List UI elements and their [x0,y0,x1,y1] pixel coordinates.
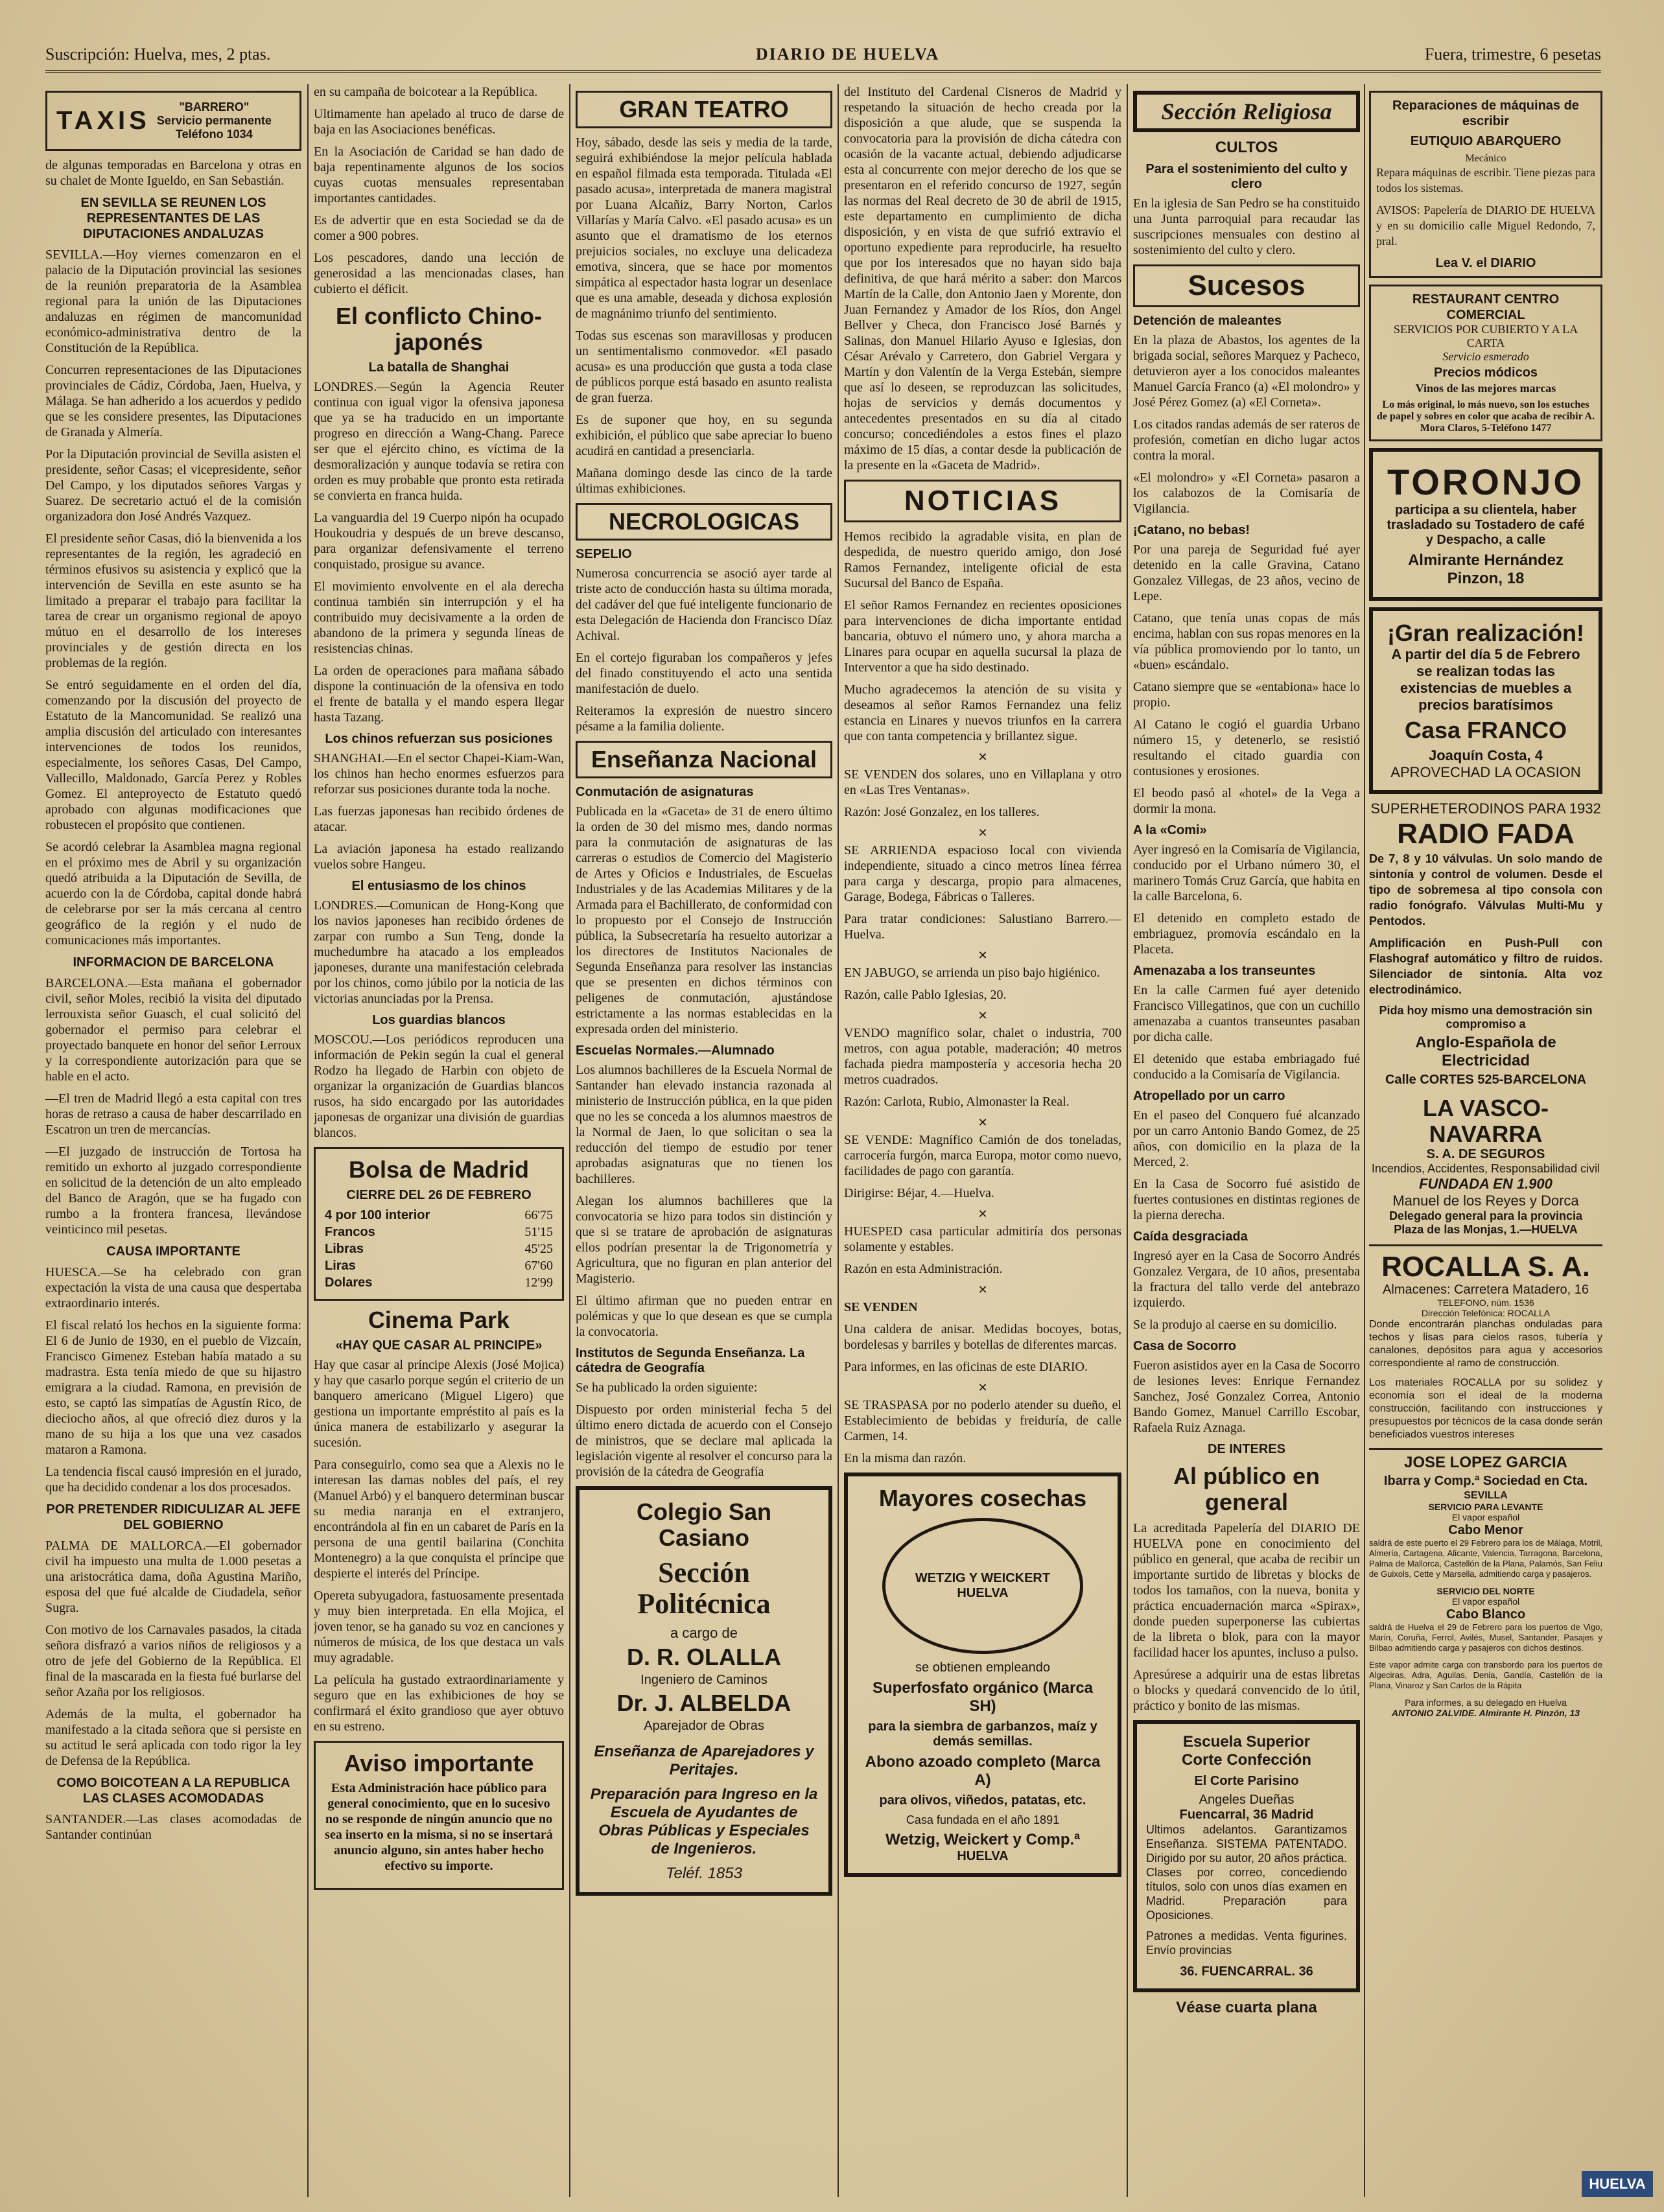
classified-ad: SE VENDE: Magnífico Camión de dos toneladas, carrocería furgón, marca Europa, motor como nuevo, facilidades de pago con garantía. [844,1133,1121,1178]
newspaper-title: DIARIO DE HUELVA [755,45,940,64]
article-text: SANTANDER.—Las clases acomodadas de Santander continúan [45,1812,301,1842]
ad-text: ANTONIO ZALVIDE. Almirante H. Pinzón, 13 [1391,1708,1580,1718]
article-headline: COMO BOICOTEAN A LA REPUBLICA LAS CLASES ACOMODADAS [56,1776,290,1806]
article-text: Los pescadores, dando una lección de generosidad a las mencionadas clases, han cubierto el déficit. [314,251,564,296]
ad-text: Fuencarral, 36 Madrid [1179,1808,1314,1822]
ad-text: Delegado general para la provincia [1389,1209,1583,1222]
subscription-outside: Fuera, trimestre, 6 pesetas [1424,45,1601,64]
article-text: Los alumnos bachilleres de la Escuela Normal de Santander han elevado instancia razonada al ministerio de Instrucción pública, en la que piden que no les se conceda a los alumnos maestros de la Normal de Jaen, lo que solicitan o sea la reducción del tiempo de estudio por tener aprobadas asignaturas que no tienen los bachilleres. [576,1063,832,1186]
article-headline: EN SEVILLA SE REUNEN LOS REPRESENTANTES DE LAS DIPUTACIONES ANDALUZAS [80,196,266,241]
classified-ad: Razón, calle Pablo Iglesias, 20. [844,988,1007,1002]
column-2 [314,84,564,2197]
ad-title: Reparaciones de máquinas de escribir [1392,99,1579,128]
article-text: SHANGHAI.—En el sector Chapei-Kiam-Wan, los chinos han hecho enormes esfuerzos para reforzar sus posiciones durante toda la noche. [314,751,564,797]
article-text: BARCELONA.—Esta mañana el gobernador civil, señor Moles, recibió la visita del diputado lerrouxista señor Guasch, el cual solicitó del gobernador el permiso para celebrar el proyectado banquete en honor del señor Lerroux y la correspondiente autorización para que se hable en el acto. [45,976,301,1084]
classified-ad: Para informes, en las oficinas de este DIARIO. [844,1360,1088,1374]
ad-text: Vinos de las mejores marcas [1415,382,1556,395]
article-text: —El juzgado de instrucción de Tortosa ha remitido un exhorto al juzgado correspondiente en solicitud de la detención de un alto empleado del Banco de Aragón, que se ha fugado con rumbo a la frontera francesa, llevándose veinticinco mil pesetas. [45,1145,301,1237]
column-rule [569,84,570,2197]
article-headline: Enseñanza Nacional [591,746,817,773]
bolsa-box [314,1147,564,1301]
article-text: La aviación japonesa ha estado realizando vuelos sobre Hangeu. [314,842,564,872]
article-text: El último afirman que no pueden entrar en polémicas y que lo que desean es que se cumpla la convocatoria. [576,1294,832,1339]
article-text: Con motivo de los Carnavales pasados, la citada señora disfrazó a varios niños de religiosos y a otro de jefe del Gobierno de la República. El final de la mascarada en la fiesta fué burlarse del señor Azaña por los religiosos. [45,1623,301,1699]
toronjo-ad [1369,448,1602,601]
article-subhead: El entusiasmo de los chinos [351,879,526,893]
article-text: Ingresó ayer en la Casa de Socorro Andrés Gonzalez Vergara, de 10 años, presentaba la fractura del tallo verde del antebrazo izquierdo. [1133,1249,1360,1310]
classified-ad: SE VENDEN dos solares, uno en Villaplana y otro en «Las Tres Ventanas». [844,767,1121,797]
article-subhead: «HAY QUE CASAR AL PRINCIPE» [335,1338,543,1353]
classified-ad: HUESPED casa particular admitiría dos personas solamente y estables. [844,1224,1121,1254]
article-text: Todas sus escenas son maravillosas y producen un sentimentalismo conmovedor. «El pasado acusa» es una producción que gusta a toda clase de públicos porque está basado en asunto realista de gran fuerza. [576,329,832,405]
ad-text: 36. FUENCARRAL. 36 [1180,1964,1313,1979]
ad-name: Casa FRANCO [1404,717,1567,743]
article-text: Es de suponer que hoy, en su segunda exhibición, el público que sabe apreciar lo bueno acudirá en cantidad a presenciarla. [576,413,832,458]
article-text: Las fuerzas japonesas han recibido órdenes de atacar. [314,804,564,834]
article-text: En la iglesia de San Pedro se ha constituido una Junta parroquial para recaudar las suscripciones mensuales con destino al sostenimiento del culto y clero. [1133,196,1360,257]
ad-title: RADIO FADA [1397,818,1575,850]
ad-text: Almacenes: Carretera Matadero, 16 [1383,1283,1589,1297]
ad-text: para la siembra de garbanzos, maíz y demás semillas. [868,1719,1097,1749]
article-headline: GRAN TEATRO [619,96,789,122]
article-text: La película ha gustado extraordinariamente y seguro que en las exhibiciones de hoy se confirmará el éxito grandioso que ayer obtuvo en su estreno. [314,1673,564,1734]
ad-text: El vapor español [1451,1512,1520,1522]
religiosa-box [1133,91,1360,132]
article-text: Dispuesto por orden ministerial fecha 5 del último enero dictada de acuerdo con el Consejo de ministros, que se declare mal aplicada la legislación vigente al resolver el concurso para la provisión de la cátedra de Geografía [576,1403,832,1479]
see-page-four: Véase cuarta plana [1176,1999,1317,2016]
ad-text: FUNDADA EN 1.900 [1419,1176,1553,1192]
ad-text: Servicio esmerado [1442,350,1529,363]
column-rule [307,84,309,2197]
article-text: Por la Diputación provincial de Sevilla asisten el presidente, señor Casas; el vicepresidente, señor Del Campo, y los diputados señores Vargas y Suarez. De secretario actuó el de la comisión organizadora don José Andrés Vazquez. [45,447,301,524]
bolsa-row: Liras 67'60 [325,1259,553,1273]
article-text: Se la produjo al caerse en su domicilio. [1133,1318,1337,1332]
ad-text: Mecánico [1465,153,1506,164]
article-headline: Cinema Park [368,1307,510,1333]
classified-ad: Para tratar condiciones: Salustiano Barrero.—Huelva. [844,912,1121,942]
column-5 [1133,84,1360,2197]
article-text: LONDRES.—Comunican de Hong-Kong que los navios japoneses han recibido órdenes de zarpar con rumbo a Sun Teng, donde la muchedumbre ha atacado a los empleados japoneses, durante una manifestación celebrada por los chinos, como júbilo por la noticia de las victorias anunciadas por la Prensa. [314,898,564,1006]
necro-title-box [576,503,832,541]
article-text: La tendencia fiscal causó impresión en el jurado, que ha decidido condenar a los dos procesados. [45,1465,301,1495]
ad-title: TORONJO [1387,461,1584,502]
article-text: La orden de operaciones para mañana sábado dispone la continuación de la ofensiva en todo el frente de batalla y el mando espera llegar hasta Tazang. [314,664,564,725]
ad-text: AVISOS: Papelería de DIARIO DE HUELVA y en su domicilio calle Miguel Redondo, 7, pral. [1376,204,1595,248]
article-subhead: Caída desgraciada [1133,1229,1248,1244]
radio-fada-ad [1369,800,1602,1088]
article-text: Se acordó celebrar la Asamblea magna regional en el próximo mes de Abril y su organización quedó atribuida a la Diputación de Sevilla, de acuerdo con la de Córdoba, capital donde habrá de celebrarse por ser la más cercana al centro geográfico de la región y el nudo de comunicaciones más importantes. [45,840,301,948]
article-text: PALMA DE MALLORCA.—El gobernador civil ha impuesto una multa de 1.000 pesetas a una aristocrática dama, doña Agustina Mariño, esposa del que fué alcalde de Ciudadela, señor Sugra. [45,1539,301,1615]
ad-text: Aparejador de Obras [644,1719,764,1733]
bolsa-row: Libras 45'25 [325,1242,553,1256]
article-text: El fiscal relató los hechos en la siguiente forma: El 6 de Junio de 1930, en el pueblo de Vizcaín, Francisco Gimenez Esteban había matado a su madrastra. Esta tenía miedo de que su hijastro emigrara a la ciudad. Ramona, en previsión de esto, se captó las simpatías de Agustín Rico, de dieciocho años, al que ofreció diez duros y la mano de su hija a los que una vez casados mataron a Ramona. [45,1318,301,1457]
article-text: Se ha publicado la orden siguiente: [576,1380,758,1395]
ad-text: Lo más original, lo más nuevo, son los estuches de papel y sobres en color que acaba de recibir A. Mora Claros, 5-Teléfono 1477 [1376,399,1595,434]
ad-text: SEVILLA [1464,1490,1508,1501]
article-headline: El conflicto Chino-japonés [336,303,542,355]
article-text: En la calle Carmen fué ayer detenido Francisco Villegatinos, que con un cuchillo amenazaba a cuantos transeuntes pasaban por dicha calle. [1133,983,1360,1044]
ad-text: Amplificación en Push-Pull con Flashograf automático y filtro de ruidos. Silenciador de sintonía. Alta voz electrodinámico. [1369,937,1602,996]
article-text: Mucho agradecemos la atención de su visita y deseamos al señor Ramos Fernandez una feliz estancia en Linares y nuevos triunfos en la carrera que con tanta competencia y brillantez sigue. [844,682,1121,743]
bolsa-row: 4 por 100 interior 66'75 [325,1208,553,1222]
article-text: Hoy, sábado, desde las seis y media de la tarde, seguirá exhibiéndose la mejor película hablada en español filmada esta temporada. Titulada «El pasado acusa», interpretada de manera magistral por Luana Alcañiz, Barry Norton, Carlos Villarías y María Calvo. «El pasado acusa» es un asunto que el dramatismo de los eternos prejuicios sociales, no excluye una delicadeza emotiva, sincera, que se hace por momentos simpática al espectador hasta lograr un desenlace que es una amable, deseada y dichosa explosión de magnánimo triunfo del sentimiento. [576,135,832,321]
ad-text: Casa fundada en el año 1891 [906,1813,1060,1826]
article-subhead: Escuelas Normales.—Alumnado [576,1043,775,1058]
ad-text: Almirante Hernández Pinzon, 18 [1407,552,1564,587]
ad-text: TELEFONO, núm. 1536 [1437,1298,1534,1308]
article-text: El presidente señor Casas, dió la bienvenida a los representantes de la región, les agradeció en términos efusivos su asistencia y explicó que la intervención de Sevilla en este asunto se ha limitado a preparar el trabajo para facilitar la tarea de crear un organismo regional de apoyo mútuo en el desarrollo de los intereses provinciales y de gestión directa en los problemas de la región. [45,531,301,670]
ad-text: Ultimos adelantos. Garantizamos Enseñanza. SISTEMA PATENTADO. Dirigido por su autor, 20 años práctica. Clases por correo, concediendo títulos, solo con unos días examen en Madrid. Preparación para Oposiciones. [1146,1823,1347,1922]
article-text: del Instituto del Cardenal Cisneros de Madrid y respetando la situación de hecho creada por la disposición a que alude, que se suspenda la convocatoria para la provisión de dicha cátedra con ocasión de la vacante actual, debiendo adjudicarse esta al concurrente con mejor derecho de los que se presentaron en el referido concurso de 1927, según las normas del Real decreto de 30 de abril de 1915, este departamento en cumplimiento de dicha disposición, y en vista de que sufrió extravío el oportuno expediente para reproducirle, ha resuelto que por los interesados que no hayan sido baja definitiva, de que hará mérito a saber: don Marcos Martín de la Calle, don Antonio Jaen y Morente, don Juan Fernandez y Amador de los Ríos, don Angel Bellver y Checa, don Francisco José Barnés y Salinas, don Manuel Hilario Ayuso e Iglesias, don César Arévalo y Carretero, don Gabriel Vergara y Martín y don Valentín de la Verga Estebán, siempre que así lo deseen, se reproduzcan las solicitudes, hojas de servicios y demás documentos y antecedentes presentados en su día al citado concurso; concediéndoles a estos fines el plazo máximo de 15 días, a contar desde la publicación de la presente en la «Gaceta de Madrid». [844,85,1121,472]
classified-ad: Dirigirse: Béjar, 4.—Huelva. [844,1186,994,1200]
article-text: En la plaza de Abastos, los agentes de la brigada social, señores Marquez y Pacheco, detuvieron ayer a los conocidos maleantes Manuel García Franco (a) «El molondro» y José Pérez Gomez (a) «El Corneta». [1133,333,1360,410]
ad-text: Dirección Telefónica: ROCALLA [1421,1308,1551,1318]
ad-text: Este vapor admite carga con transbordo para los puertos de Algeciras, Adra, Aguilas, Denia, Gandía, Castellón de la Plana, Vinaroz y San Carlos de la Rápita [1369,1660,1602,1690]
ad-text: Preparación para Ingreso en la Escuela de Ayudantes de Obras Públicas y Especiales de Ingenieros. [590,1786,818,1857]
article-text: En el cortejo figuraban los compañeros y jefes del finado constituyendo el acto una sentida manifestación de duelo. [576,651,832,696]
article-text: En la Casa de Socorro fué asistido de fuertes contusiones en distintas regiones de la pierna derecha. [1133,1177,1360,1222]
aviso-box [314,1741,564,1890]
ense-title-box [576,741,832,778]
article-text: «El molondro» y «El Corneta» pasaron a los calabozos de la Comisaría de Vigilancia. [1133,471,1360,516]
article-headline: NOTICIAS [904,485,1062,517]
article-text: Es de advertir que en esta Sociedad se da de comer a 900 pobres. [314,213,564,243]
ad-text: Lea V. el DIARIO [1435,256,1536,270]
separator: ✕ [978,1207,988,1220]
column-6 [1369,84,1602,2197]
ad-text: Patrones a medidas. Venta figurines. Envío provincias [1146,1929,1347,1957]
ad-text: Ingeniero de Caminos [640,1673,768,1687]
ad-name: D. R. OLALLA [627,1644,781,1670]
classified-ad: SE VENDEN [844,1300,918,1314]
ad-subtitle: Sección Politécnica [637,1557,771,1620]
article-text: Además de la multa, el gobernador ha manifestado a la citada señora que si persiste en su actitud le será aplicada con todo rigor la ley de Defensa de la República. [45,1707,301,1768]
ad-title: ROCALLA S. A. [1381,1251,1590,1283]
franco-ad [1369,607,1602,794]
taxis-ad [45,91,301,151]
ad-text: saldrá de Huelva el 29 de Febrero para los puertos de Vigo, Marín, Coruña, Ferrol, Avilés, Musel, Santander, Pasajes y Bilbao admitiendo carga y pasajeros con dichos destinos. [1369,1622,1602,1653]
classified-ad: Razón: Carlota, Rubio, Almonaster la Real. [844,1095,1070,1109]
separator: ✕ [978,1381,988,1394]
noticias-title-box [844,480,1121,522]
vasco-navarra-ad [1369,1095,1602,1237]
classified-ad: VENDO magnífico solar, chalet o industria, 700 metros, con agua potable, maderación; 40 metros fachada piedra mampostería y accesoria hecha 20 metros cuadrados. [844,1026,1121,1087]
article-text: Para conseguirlo, como sea que a Alexis no le interesan las damas nobles del país, el rey (Manuel Arbó) y el banquero determinan buscar su media naranja en el extranjero, encontrándola al fin en un cabaret de París en la persona de una gentil bailarina (Conchita Montenegro) a la que conquista el príncipe que despierte el interés del Príncipe. [314,1458,564,1581]
ad-text: Enseñanza de Aparejadores y Peritajes. [594,1743,814,1778]
ad-text: Joaquín Costa, 4 [1428,747,1543,763]
ad-name: EUTIQUIO ABARQUERO [1410,134,1562,148]
taxis-title: TAXIS [56,106,150,135]
ad-text: Teléf. 1853 [666,1865,742,1882]
ad-text: SERVICIOS POR CUBIERTO Y A LA CARTA [1393,323,1578,349]
article-headline: POR PRETENDER RIDICULIZAR AL JEFE DEL GOBIERNO [46,1502,301,1532]
masthead [45,39,1601,73]
classified-ad: SE TRASPASA por no poderlo atender su dueño, el Establecimiento de bebidas y freiduría, de calle Carmen, 14. [844,1398,1121,1443]
ad-text: Repara máquinas de escribir. Tiene piezas para todos los sistemas. [1376,166,1595,194]
taxis-service: Servicio permanente [156,114,272,127]
taxis-phone: Teléfono 1034 [176,128,253,141]
article-subhead: Amenazaba a los transeuntes [1133,964,1316,978]
article-headline: Sucesos [1188,270,1306,301]
wetzig-logo: WETZIG Y WEICKERT HUELVA [882,1518,1083,1654]
article-subhead: Detención de maleantes [1133,314,1282,328]
ad-text: El vapor español [1451,1596,1520,1607]
article-text: Catano, que tenía unas copas de más encima, hablan con sus ropas menores en la vía pública promoviendo por lo tanto, un «buen» escándalo. [1133,611,1360,672]
column-rule [1364,84,1365,2197]
classified-ad: SE ARRIENDA espacioso local con vivienda independiente, situado a cinco metros línea férrea para carga y descarga, propio para almacenes, Garage, Bodega, Fábricas o Talleres. [844,843,1121,904]
article-text: En la Asociación de Caridad se han dado de baja repentinamente algunos de los socios cuyas cuotas mensuales representaban importantes cantidades. [314,145,564,205]
article-text: Numerosa concurrencia se asoció ayer tarde al triste acto de conducción hasta su última morada, del cadáver del que fué inteligente funcionario de esta Delegación de Hacienda don Francisco Díaz Achival. [576,566,832,643]
article-text: El movimiento envolvente en el ala derecha continua también sin interrupción y el ha contribuido muy decisivamente a la orden de abandono de la primera y segunda líneas de resistencias chinas. [314,579,564,656]
ad-name: Dr. J. ALBELDA [616,1690,791,1716]
column-4 [844,84,1121,2197]
article-text: Concurren representaciones de las Diputaciones provinciales de Cádiz, Córdoba, Jaen, Huelva, y Málaga. Se han adherido a los acuerdos y pedido que se les considere presentes, las Diputaciones de Granada y Almería. [45,363,301,439]
reparaciones-ad [1369,91,1602,278]
teatro-title-box [576,91,832,128]
article-headline: Sección Religiosa [1161,99,1332,124]
article-text: Ayer ingresó en la Comisaría de Vigilancia, conducido por el Urbano número 30, el marinero Tomás Cruz García, que habita en la calle Barcelona, 6. [1133,843,1360,903]
ad-title: JOSE LOPEZ GARCIA [1403,1454,1568,1471]
article-subhead: Los guardias blancos [372,1013,506,1027]
ad-text: Angeles Dueñas [1199,1793,1295,1807]
aviso-title: Aviso importante [344,1750,534,1776]
ad-text: SERVICIO PARA LEVANTE [1428,1502,1543,1512]
column-3 [576,84,832,2197]
article-text: Los citados randas además de ser rateros de profesión, cometían en dicho lugar actos contra la moral. [1133,417,1360,463]
article-text: Fueron asistidos ayer en la Casa de Socorro de lesiones leves: Enrique Fernandez Sanchez, José Gonzalez Correa, Antonio Bando Gomez, Manuel Carrillo Escobar, Rafaela Ruiz Aznaga. [1133,1358,1360,1435]
ad-title: Cabo Blanco [1446,1607,1526,1622]
ad-text: Manuel de los Reyes y Dorca [1392,1193,1579,1209]
article-text: MOSCOU.—Los periódicos reproducen una información de Pekin según la cual el general Rodzo ha llegado de Harbin con objeto de organizar la organización de Guardias blancos rusos, ha sido encargado por las autoridades japonesas de organizar una división de guardias blancos. [314,1032,564,1140]
ad-text: HUELVA [957,1849,1009,1863]
classified-ad: EN JABUGO, se arrienda un piso bajo higiénico. [844,966,1100,980]
ad-text: Pida hoy mismo una demostración sin compromiso a [1379,1004,1593,1030]
article-subhead: Los chinos refuerzan sus posiciones [325,732,553,746]
separator: ✕ [978,1283,988,1296]
restaurant-ad [1369,285,1602,441]
ad-text: S. A. DE SEGUROS [1426,1147,1545,1161]
article-text: —El tren de Madrid llegó a esta capital con tres horas de retraso a causa de haber descarrilado en Escatron un tren de mercancías. [45,1091,301,1137]
ad-title: Cabo Menor [1448,1523,1523,1537]
ad-text: para olivos, viñedos, patatas, etc. [879,1793,1086,1808]
article-subhead: CULTOS [1215,139,1278,156]
ad-text: APROVECHAD LA OCASION [1390,764,1581,780]
article-text: La acreditada Papelería del DIARIO DE HUELVA pone en conocimiento del público en general, que acaba de recibir un importante surtido de libretas y blocks de todos los tamaños, con la nueva, bonita y práctica encuadernación marca «Spirax», donde pueden superponerse las cubiertas de la libreta o blok, para con la mayor facilidad hacer los apuntes, incluso a pulso. [1133,1521,1360,1660]
san-casiano-ad [576,1486,832,1896]
article-text: en su campaña de boicotear a la República. [314,85,538,99]
separator: ✕ [978,751,988,763]
article-text: de algunas temporadas en Barcelona y otras en su chalet de Monte Igueldo, en San Sebastián. [45,158,301,188]
subscription-local: Suscripción: Huelva, mes, 2 ptas. [45,45,271,64]
article-subhead: Institutos de Segunda Enseñanza. La cátedra de Geografía [576,1346,805,1375]
article-subhead: ¡Catano, no bebas! [1133,523,1250,537]
article-subhead: La batalla de Shanghai [368,360,510,375]
article-text: HUESCA.—Se ha celebrado con gran expectación la vista de una causa que despertaba extraordinario interés. [45,1265,301,1310]
bolsa-title: Bolsa de Madrid [348,1156,530,1183]
article-text: Ultimamente han apelado al truco de darse de baja en las Asociaciones benéficas. [314,107,564,137]
classified-ad: Razón en esta Administración. [844,1262,1003,1276]
article-text: LONDRES.—Según la Agencia Reuter continua con igual vigor la ofensiva japonesa que ya se ha traducido en un importante progreso en dirección a Wang-Chang. Parece ser que el ejército chino, es víctima de la desmoralización y aunque todavía se retira con orden es muy probable que pronto esta retirada se convierta en franca huida. [314,380,564,503]
ad-text: De 7, 8 y 10 válvulas. Un solo mando de sintonía y control de volumen. Desde el tipo de sobremesa al tipo consola con radio fonógrafo. Válvulas Multi-Mu y Pentodos. [1369,852,1602,927]
ad-text: Plaza de las Monjas, 1.—HUELVA [1394,1223,1578,1236]
ad-subtitle: El Corte Parisino [1194,1774,1299,1788]
article-headline: CAUSA IMPORTANTE [106,1244,240,1259]
archive-stamp: HUELVA [1582,2171,1653,2197]
article-text: El señor Ramos Fernandez en recientes oposiciones para intervenciones de dicha importante entidad bancaria, obtuvo el número uno, y ahora marcha a Linares para ocupar en aquella sucursal la plaza de Interventor a que ha sido destinado. [844,598,1121,675]
ad-title: Colegio San Casiano [636,1498,772,1551]
ad-text: a cargo de [670,1625,738,1641]
article-headline: Al público en general [1173,1463,1320,1515]
article-text: Hemos recibido la agradable visita, en plan de despedida, de nuestro querido amigo, don José Ramos Fernandez, inteligente oficial de esta Sucursal del Banco de España. [844,530,1121,590]
article-text: SEVILLA.—Hoy viernes comenzaron en el palacio de la Diputación provincial las sesiones de la reunión preparatoria de la Asamblea regional para la unión de las Diputaciones andaluzas en régimen de mancomunidad económico-administrativa dentro de la Constitución de la República. [45,248,301,355]
ad-title: Escuela Superior [1182,1733,1311,1751]
article-text: Por una pareja de Seguridad fué ayer detenido en la calle Gravina, Catano Gonzalez Villegas, de 23 años, vecino de Lepe. [1133,542,1360,603]
separator: ✕ [978,949,988,962]
bolsa-row: Dolares 12'99 [325,1275,553,1290]
ad-text: Donde encontrarán planchas onduladas para techos y lisas para cielos rasos, tubería y canalones, depósitos para agua y accesorios correspondiente al ramo de construcción. [1369,1319,1602,1369]
ad-title: Mayores cosechas [878,1485,1087,1511]
separator: ✕ [978,1116,988,1129]
article-text: El detenido en completo estado de embriaguez, promovía escándalo en la Placeta. [1133,911,1360,957]
ad-title: LA VASCO-NAVARRA [1423,1095,1549,1147]
classified-ad: Una caldera de anisar. Medidas bocoyes, botas, bordelesas y barriles y botellas de diferentes marcas. [844,1322,1121,1352]
classified-ad: En la misma dan razón. [844,1451,967,1465]
article-text: Alegan los alumnos bachilleres que la convocatoria se hizo para todos sin distinción y que si se tratare de aprobación de asignaturas ellos podrían presentar la de Trigonometría y Agricultura, que no figuran en plan anterior del Magisterio. [576,1194,832,1286]
article-text: El beodo pasó al «hotel» de la Vega a dormir la mona. [1133,786,1360,816]
article-text: Mañana domingo desde las cinco de la tarde últimas exhibiciones. [576,466,832,496]
ad-text: Los materiales ROCALLA por su solidez y economía son el ideal de la moderna construcción, facilitando con instrucciones y presupuestos por técnicos de la casa donde serán beneficiados vuestros intereses [1369,1377,1602,1440]
article-subhead: Atropellado por un carro [1133,1089,1285,1103]
ad-text: Superfosfato orgánico (Marca SH) [872,1679,1094,1715]
ad-text: Para informes, a su delegado en Huelva [1405,1697,1567,1708]
escuela-ad [1133,1720,1360,1992]
article-text: Publicada en la «Gaceta» de 31 de enero último la orden de 30 del mismo mes, dando normas para la conmutación de asignaturas de las carreras o estudios de Comercio del Magisterio de Artes y Oficios e Industriales, de Escuelas Industriales y de las Academias Militares y de la Armada para el Bachillerato, de conformidad con lo propuesto por el Consejo de Instrucción pública, la Subsecretaría ha resuelto autorizar a los directores de Institutos Nacionales de Segunda Enseñanza para resolver las instancias que se presenten en dichos términos con peligenes de conmutación, ajustándose estrictamente a las normas establecidas en la expresada orden del ministerio. [576,804,832,1036]
article-subhead: SEPELIO [576,547,632,561]
ad-title: Corte Confección [1181,1751,1311,1769]
article-text: Hay que casar al príncipe Alexis (José Mojica) y hay que casarlo porque según el criterio de un banquero americano (Miguel Ligero) que gestiona un importante empréstito al país es la única manera de estabilizarlo y asegurar la sucesión. [314,1358,564,1450]
article-subhead: Conmutación de asignaturas [576,785,754,799]
article-text: Reiteramos la expresión de nuestro sincero pésame a la familia doliente. [576,704,832,734]
article-text: En el paseo del Conquero fué alcanzado por un carro Antonio Bando Gomez, de 25 años, con domicilio en la plaza de la Merced, 2. [1133,1108,1360,1169]
ad-text: Wetzig, Weickert y Comp.ª [885,1831,1081,1848]
ad-text: Incendios, Accidentes, Responsabilidad civil [1371,1162,1600,1175]
taxis-barrero: "BARRERO" [179,100,250,113]
ad-text: se obtienen empleando [915,1660,1050,1675]
rocalla-ad [1369,1244,1602,1441]
article-headline: INFORMACION DE BARCELONA [73,955,274,970]
separator: ✕ [978,1009,988,1022]
ad-text: Precios módicos [1433,366,1538,380]
article-headline: NECROLOGICAS [608,508,799,535]
ibarra-ad [1369,1448,1602,1718]
article-text: Catano siempre que se «entabiona» hace lo propio. [1133,680,1360,710]
aviso-text: Esta Administración hace público para general conocimiento, que en lo sucesivo no se responde de ningún anuncio que no sea inserto en la misma, si no se insertará anuncio alguno, sin antes haber hecho efectivo su importe. [325,1781,553,1873]
ad-text: saldrá de este puerto el 29 Febrero para los de Málaga, Motril, Almería, Cartagena, Alicante, Valencia, Tarragona, Barcelona, Palma de Mallorca, Castellón de la Plana, Palamós, San Feliu de Guixols, Cette y Marsella, admitiendo carga y pasajeros. [1369,1538,1602,1579]
ad-text: SUPERHETERODINOS PARA 1932 [1370,800,1601,817]
sucesos-box [1133,264,1360,307]
article-subhead: A la «Comi» [1133,823,1207,837]
ad-title: Ibarra y Comp.ª Sociedad en Cta. [1383,1474,1588,1488]
article-text: Opereta subyugadora, fastuosamente presentada y muy bien interpretada. En ella Mojica, el joven tenor, se ha ganado su voz en canciones y números de música, de los que destaca un vals muy agradable. [314,1589,564,1665]
ad-text: A partir del día 5 de Febrero se realizan todas las existencias de muebles a precios baratísimos [1391,646,1580,713]
article-text: Se entró seguidamente en el orden del día, comenzando por la discusión del proyecto de Estatuto de la Mancomunidad. Se realizó una amplia discusión del articulado con interesantes intervenciones de todos los reunidos, especialmente, los señores Casas, Del Campo, Vallecillo, Maldonado, García Perez y Robles Gomez. El anteproyecto de Estatuto quedó aprobado con algunas modificaciones que robustecen el propósito que contienen. [45,678,301,832]
ad-title: RESTAURANT CENTRO COMERCIAL [1412,292,1560,322]
article-text: Al Catano le cogió el guardia Urbano número 15, y detenerlo, se resistió resultando el citado guardia con contusiones y erosiones. [1133,717,1360,778]
ad-text: participa a su clientela, haber trasladado su Tostadero de café y Despacho, a calle [1387,503,1585,547]
ad-text: Abono azoado completo (Marca A) [865,1753,1101,1789]
article-subhead: Casa de Socorro [1133,1339,1236,1353]
ad-text: Calle CORTES 525-BARCELONA [1385,1073,1587,1087]
column-rule [838,84,839,2197]
article-subhead: DE INTERES [1207,1442,1286,1456]
bolsa-date: CIERRE DEL 26 DE FEBRERO [346,1188,532,1202]
article-text: La vanguardia del 19 Cuerpo nipón ha ocupado Houkoudria y después de un breve descanso, para organizar defensivamente el terreno conquistado, prosigue su avance. [314,511,564,572]
article-text: Apresúrese a adquirir una de estas libretas o blocks y quedará convencido de lo útil, práctico y bonito de las mismas. [1133,1668,1360,1713]
separator: ✕ [978,826,988,839]
ad-text: SERVICIO DEL NORTE [1436,1586,1535,1596]
column-1 [45,84,301,2197]
ad-title: ¡Gran realización! [1387,620,1585,646]
bolsa-row: Francos 51'15 [325,1225,553,1239]
cosechas-ad [844,1473,1121,1877]
column-rule [1127,84,1128,2197]
ad-text: Anglo-Española de Electricidad [1415,1034,1556,1069]
article-text: El detenido que estaba embriagado fué conducido a la Comisaría de Vigilancia. [1133,1052,1360,1082]
article-subhead: Para el sostenimiento del culto y clero [1145,162,1348,191]
classified-ad: Razón: José Gonzalez, en los talleres. [844,805,1040,819]
